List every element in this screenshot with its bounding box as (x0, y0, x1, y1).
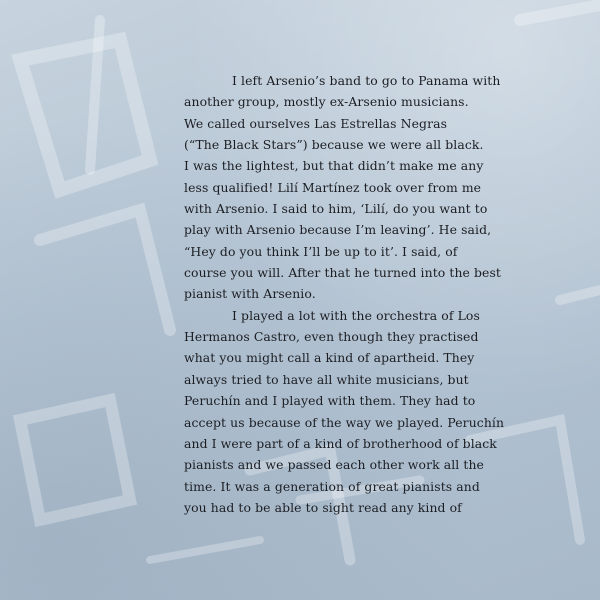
text-line: I left Arsenio’s band to go to Panama with (232, 73, 501, 88)
text-line: play with Arsenio because I’m leaving’. He said, (184, 222, 492, 238)
text-line: less qualified! Lilí Martínez took over from me (184, 179, 482, 195)
paragraph-2 (184, 305, 544, 518)
text-line: another group, mostly ex-Arsenio musicians. (184, 94, 469, 110)
text-line: always tried to have all white musicians, but (184, 371, 469, 387)
text-line: what you might call a kind of apartheid. They (184, 350, 475, 366)
text-line: time. It was a generation of great pianists and (184, 478, 480, 494)
text-line: and I were part of a kind of brotherhood of black (184, 435, 497, 451)
text-line: you had to be able to sight read any kind of (184, 499, 462, 515)
text-line: pianists and we passed each other work all the (184, 457, 484, 473)
paragraph-1 (184, 70, 544, 305)
text-line: with Arsenio. I said to him, ‘Lilí, do you want to (184, 201, 488, 217)
text-line: I played a lot with the orchestra of Los (232, 307, 480, 323)
text-line: Hermanos Castro, even though they practised (184, 329, 479, 345)
body-text (184, 70, 544, 518)
text-line: (“The Black Stars”) because we were all black. (184, 137, 484, 153)
text-line: “Hey do you think I’ll be up to it’. I said, of (184, 243, 458, 259)
text-line: Peruchín and I played with them. They had to (184, 393, 476, 409)
text-line: I was the lightest, but that didn’t make me any (184, 158, 484, 174)
text-line: pianist with Arsenio. (184, 286, 316, 302)
text-line: We called ourselves Las Estrellas Negras (184, 115, 448, 131)
text-line: accept us because of the way we played. Peruchín (184, 414, 505, 430)
text-line: course you will. After that he turned into the best (184, 265, 502, 281)
